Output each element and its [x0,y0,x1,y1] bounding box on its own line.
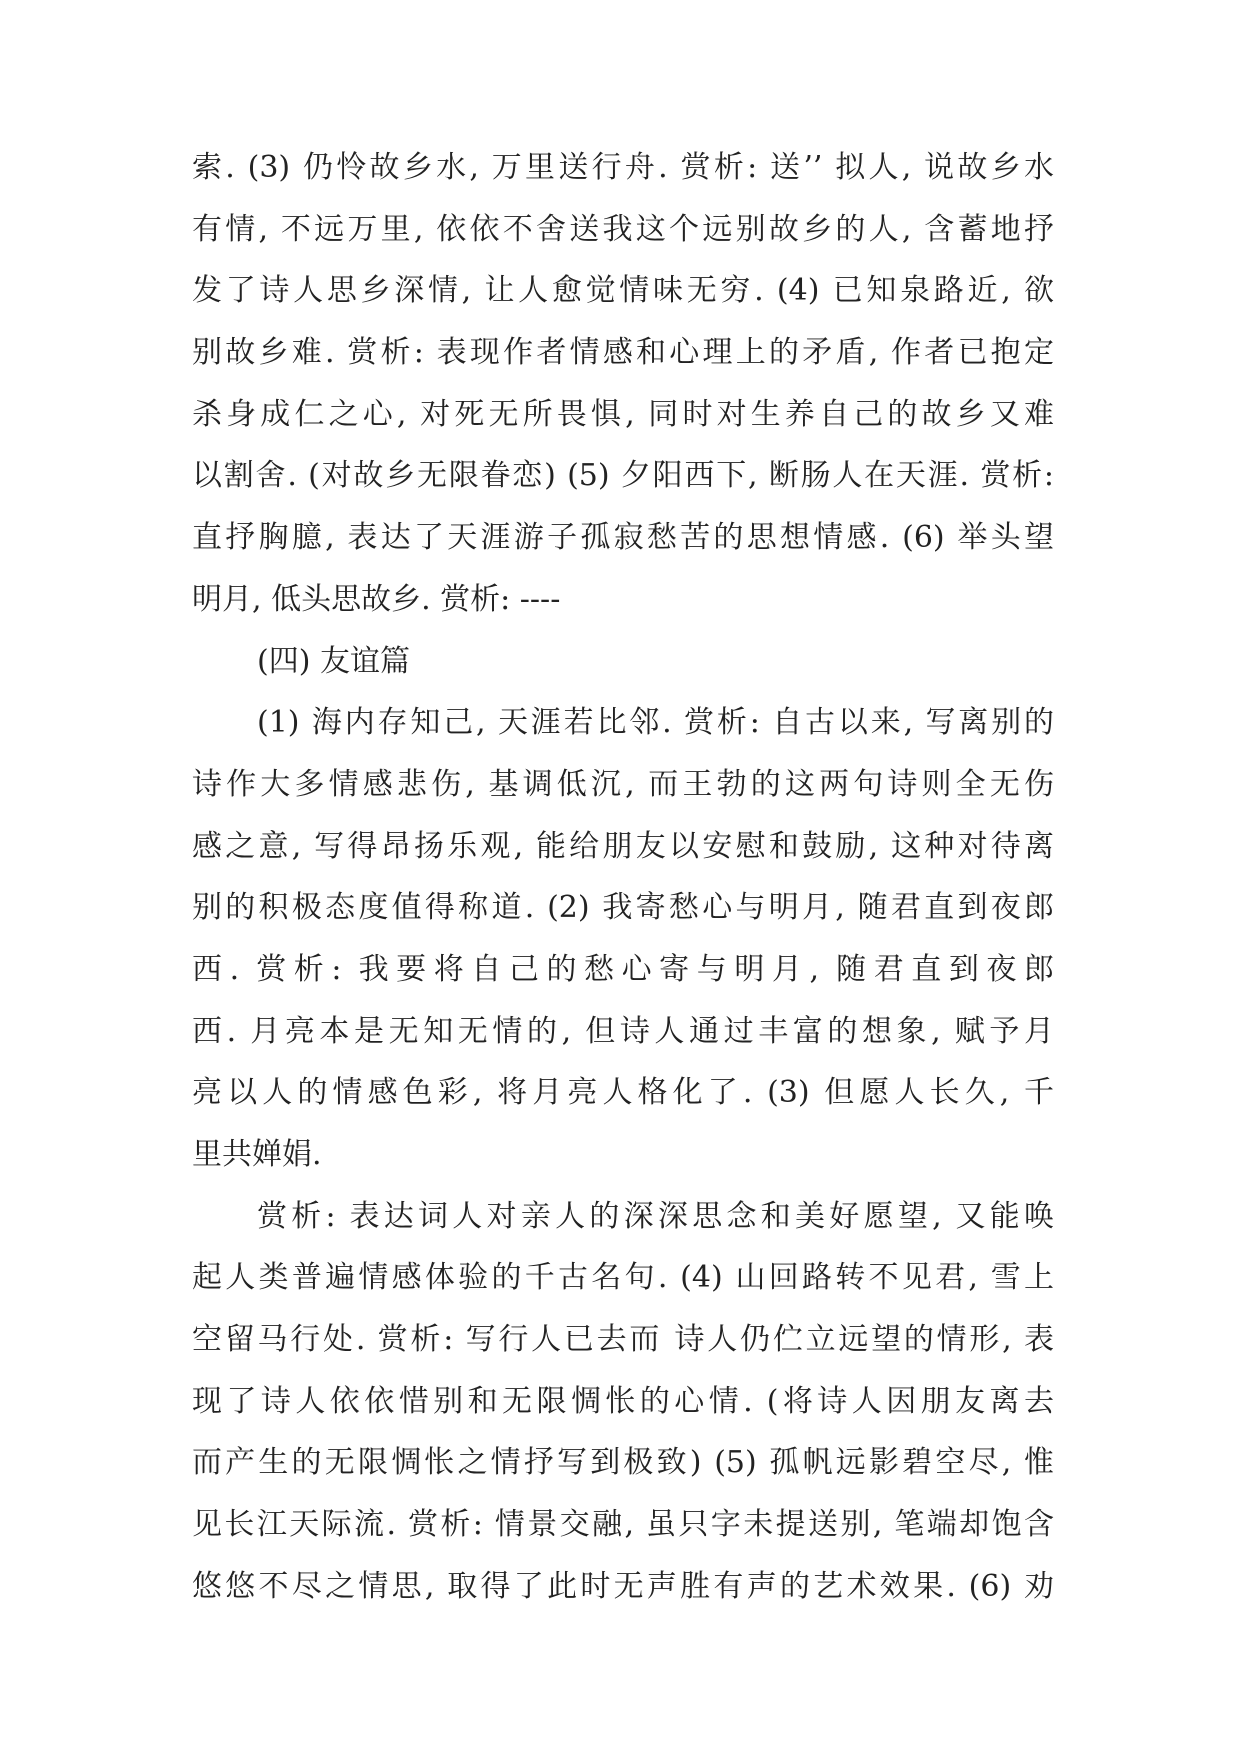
text-line: 亮以人的情感色彩, 将月亮人格化了. (3) 但愿人长久, 千 [192,1075,1054,1111]
text-line: (1) 海内存知己, 天涯若比邻. 赏析: 自古以来, 写离别的 [257,705,1054,741]
text-line: 索. (3) 仍怜故乡水, 万里送行舟. 赏析: 送’’ 拟人, 说故乡水 [192,150,1054,185]
text-line: 别的积极态度值得称道. (2) 我寄愁心与明月, 随君直到夜郎 [192,890,1054,926]
text-line: 西. 赏析: 我要将自己的愁心寄与明月, 随君直到夜郎 [192,951,1054,987]
text-line: 别故乡难. 赏析: 表现作者情感和心理上的矛盾, 作者已抱定 [192,335,1054,371]
text-line: 有情, 不远万里, 依依不舍送我这个远别故乡的人, 含蓄地抒 [192,211,1054,247]
text-line: 明月, 低头思故乡. 赏析: ---- [192,581,561,617]
text-line: 以割舍. (对故乡无限眷恋) (5) 夕阳西下, 断肠人在天涯. 赏析: [192,458,1054,494]
text-line: 西. 月亮本是无知无情的, 但诗人通过丰富的想象, 赋予月 [192,1013,1054,1049]
text-line: 直抒胸臆, 表达了天涯游子孤寂愁苦的思想情感. (6) 举头望 [192,520,1054,556]
text-line: 见长江天际流. 赏析: 情景交融, 虽只字未提送别, 笔端却饱含 [192,1507,1054,1543]
text-line: 现了诗人依依惜别和无限惆怅的心情. (将诗人因朋友离去 [192,1383,1054,1419]
text-line: 赏析: 表达词人对亲人的深深思念和美好愿望, 又能唤 [257,1198,1054,1234]
text-line: 诗作大多情感悲伤, 基调低沉, 而王勃的这两句诗则全无伤 [192,766,1054,802]
text-line: 悠悠不尽之情思, 取得了此时无声胜有声的艺术效果. (6) 劝 [192,1568,1054,1604]
body-text [192,137,1054,1618]
text-line: 起人类普遍情感体验的千古名句. (4) 山回路转不见君, 雪上 [192,1260,1054,1296]
text-line: 发了诗人思乡深情, 让人愈觉情味无穷. (4) 已知泉路近, 欲 [192,273,1054,309]
text-line: 里共婵娟. [192,1137,322,1172]
text-line: 空留马行处. 赏析: 写行人已去而 诗人仍伫立远望的情形, 表 [192,1322,1054,1358]
text-line: 感之意, 写得昂扬乐观, 能给朋友以安慰和鼓励, 这种对待离 [192,828,1054,864]
section-heading: (四) 友谊篇 [257,643,410,679]
text-line: 而产生的无限惆怅之情抒写到极致) (5) 孤帆远影碧空尽, 惟 [192,1445,1054,1481]
text-line: 杀身成仁之心, 对死无所畏惧, 同时对生养自己的故乡又难 [192,396,1054,432]
